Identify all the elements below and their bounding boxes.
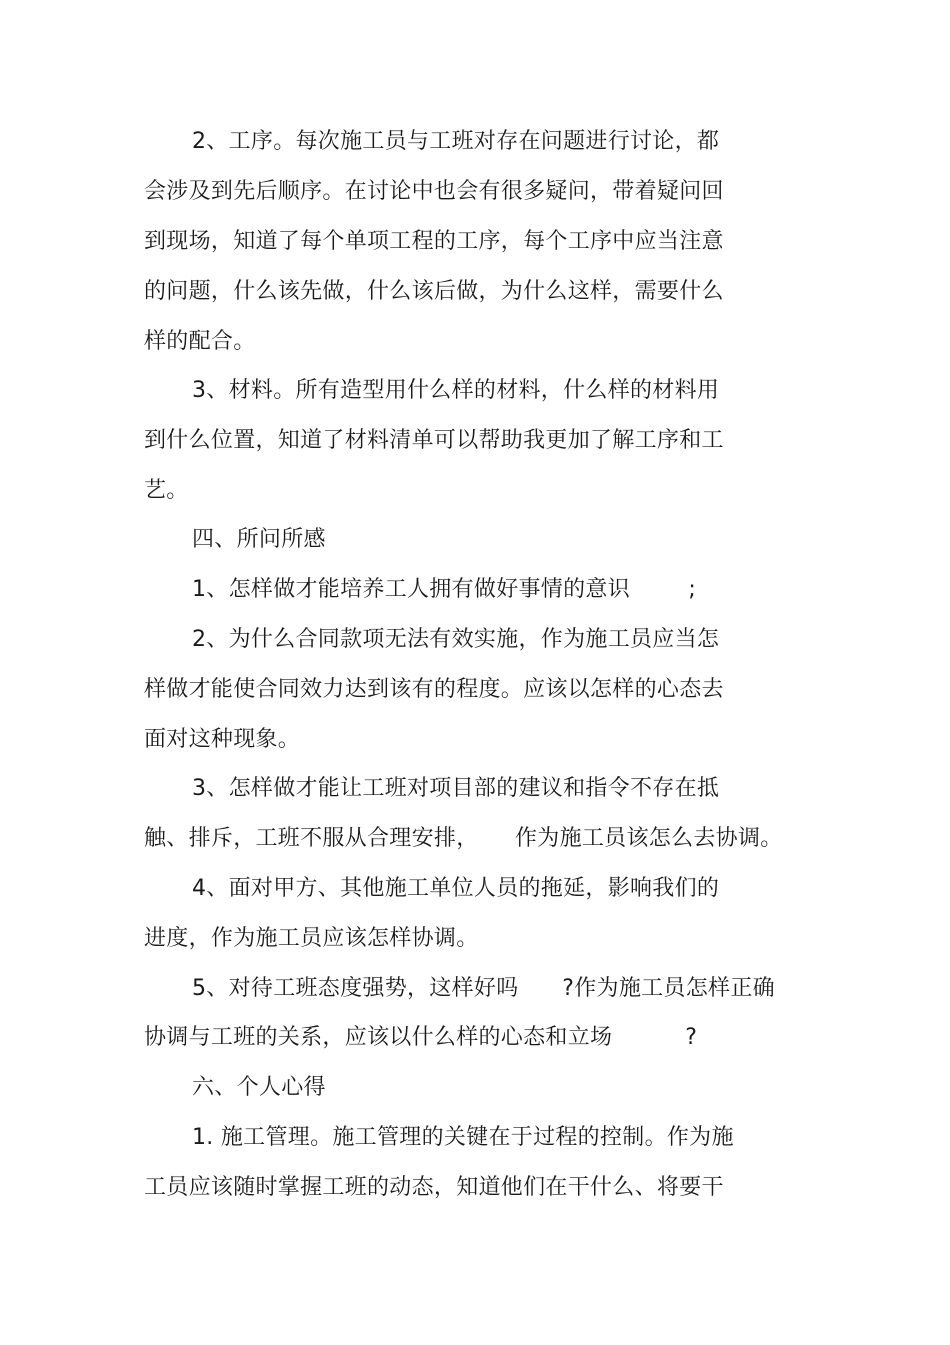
paragraph-line: 协调与工班的关系，应该以什么样的心态和立场 ?	[144, 1025, 698, 1050]
paragraph-line: 3、怎样做才能让工班对项目部的建议和指令不存在抵	[192, 776, 720, 801]
paragraph-line: 4、面对甲方、其他施工单位人员的拖延，影响我们的	[192, 876, 720, 901]
paragraph-line: 到现场，知道了每个单项工程的工序，每个工序中应当注意	[144, 229, 724, 254]
paragraph-line: 工员应该随时掌握工班的动态，知道他们在干什么、将要干	[144, 1175, 724, 1200]
paragraph-line: 3、材料。所有造型用什么样的材料，什么样的材料用	[192, 378, 720, 403]
paragraph-line: 触、排斥，工班不服从合理安排， 作为施工员该怎么去协调。	[144, 826, 783, 851]
paragraph-line: 1. 施工管理。施工管理的关键在于过程的控制。作为施	[192, 1125, 734, 1150]
paragraph-line: 样的配合。	[144, 329, 256, 354]
paragraph-line: 面对这种现象。	[144, 727, 301, 752]
paragraph-line: 2、为什么合同款项无法有效实施，作为施工员应当怎	[192, 627, 720, 652]
paragraph-line: 艺。	[144, 478, 189, 503]
paragraph-line: 样做才能使合同效力达到该有的程度。应该以怎样的心态去	[144, 677, 724, 702]
paragraph-line: 到什么位置，知道了材料清单可以帮助我更加了解工序和工	[144, 428, 724, 453]
paragraph-line: 2、工序。每次施工员与工班对存在问题进行讨论，都	[192, 129, 720, 154]
paragraph-line: 会涉及到先后顺序。在讨论中也会有很多疑问，带着疑问回	[144, 179, 724, 204]
paragraph-line: 5、对待工班态度强势，这样好吗 ?作为施工员怎样正确	[192, 976, 775, 1001]
section-heading: 四、所问所感	[192, 527, 326, 552]
paragraph-line: 1、怎样做才能培养工人拥有做好事情的意识 ;	[192, 577, 697, 602]
paragraph-line: 进度，作为施工员应该怎样协调。	[144, 926, 479, 951]
section-heading: 六、个人心得	[192, 1075, 326, 1100]
paragraph-line: 的问题，什么该先做，什么该后做，为什么这样，需要什么	[144, 279, 724, 304]
